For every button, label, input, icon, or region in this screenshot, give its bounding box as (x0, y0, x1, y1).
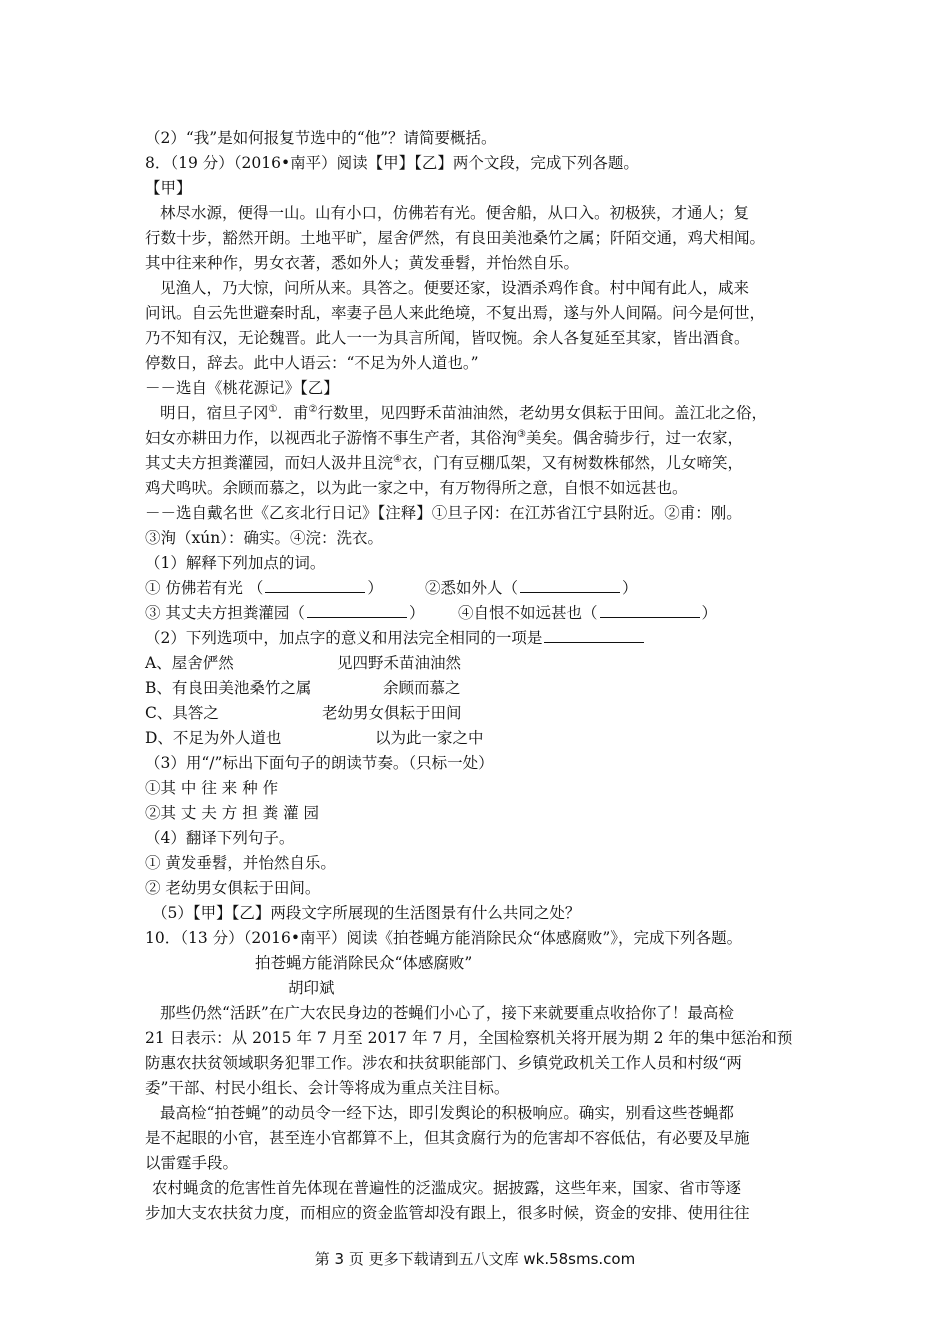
word-item-row (458, 603, 717, 623)
text-span: （2）下列选项中，加点字的意义和用法完全相同的一项是 (145, 629, 543, 647)
answer-blank[interactable] (544, 628, 644, 643)
rhythm-item: ②其 丈 夫 方 担 粪 灌 园 (145, 804, 319, 822)
passage-jia-line: 停数日，辞去。此中人语云：“不足为外人道也。” (145, 354, 479, 372)
subquestion-5: （5）【甲】【乙】两段文字所展现的生活图景有什么共同之处？ (152, 904, 581, 922)
passage-yi-line (145, 428, 743, 448)
paren: ） (701, 604, 718, 622)
paren: ） (408, 604, 425, 622)
text-span: 衣，门有豆棚瓜架，又有树数株郁然，儿女啼笑， (401, 454, 743, 472)
rhythm-item: ①其 中 往 来 种 作 (145, 779, 279, 797)
page-footer: 第 3 页 更多下载请到五八文库 wk.58sms.com (314, 1250, 636, 1268)
source-and-notes: －－选自戴名世《乙亥北行日记》【注释】①旦子冈：在江苏省江宁县附近。②甫：刚。 (145, 504, 742, 522)
article-line: 步加大支农扶贫力度，而相应的资金监管却没有跟上，很多时候，资金的安排、使用往往 (145, 1204, 750, 1222)
option-c-right: 老幼男女俱耘于田间 (322, 704, 462, 722)
article-line: 以雷霆手段。 (145, 1154, 239, 1172)
question-8-heading: 8．（19 分）（2016•南平）阅读【甲】【乙】两个文段，完成下列各题。 (145, 154, 639, 172)
section-jia-label: 【甲】 (145, 179, 192, 197)
answer-blank[interactable] (265, 578, 365, 593)
answer-blank[interactable] (600, 603, 700, 618)
word-item-row (145, 578, 383, 598)
answer-blank[interactable] (520, 578, 620, 593)
passage-jia-line: 行数十步，豁然开朗。土地平旷，屋舍俨然，有良田美池桑竹之属；阡陌交通，鸡犬相闻。 (145, 229, 766, 247)
subquestion-4: （4）翻译下列句子。 (145, 829, 295, 847)
passage-jia-line: 林尽水源，便得一山。山有小口，仿佛若有光。便舍船，从口入。初极狭，才通人；复 (160, 204, 750, 222)
subquestion-3: （3）用“/”标出下面句子的朗读节奏。（只标一处） (145, 754, 494, 772)
answer-blank[interactable] (307, 603, 407, 618)
word-item-row (425, 578, 638, 598)
article-line: 是不起眼的小官，甚至连小官都算不上，但其贪腐行为的危害却不容低估，有必要及早施 (145, 1129, 750, 1147)
question-2-prompt: （2）“我”是如何报复节选中的“他”？请简要概括。 (145, 129, 497, 147)
text-span: 明日，宿旦子冈 (160, 404, 269, 422)
translate-item: ② 老幼男女俱耘于田间。 (145, 879, 321, 897)
passage-yi-line: 鸡犬鸣吠。余顾而慕之，以为此一家之中，有万物得所之意，自恨不如远甚也。 (145, 479, 688, 497)
item-label: ④自恨不如远甚也（ (458, 604, 598, 622)
subquestion-2 (145, 628, 646, 648)
article-line: 防惠农扶贫领域职务犯罪工作。涉农和扶贫职能部门、乡镇党政机关工作人员和村级“两 (145, 1054, 742, 1072)
footnote-marker: ② (308, 403, 318, 415)
footnote-marker: ④ (393, 453, 402, 465)
subquestion-1: （1）解释下列加点的词。 (145, 554, 326, 572)
option-a-left: A、屋舍俨然 (145, 654, 234, 672)
article-title: 拍苍蝇方能消除民众“体感腐败” (255, 954, 473, 972)
option-d-left: D、不足为外人道也 (145, 729, 282, 747)
notes-continued: ③洵（xún）：确实。④浣：洗衣。 (145, 529, 383, 547)
item-label: ②悉如外人（ (425, 579, 519, 597)
footnote-marker: ③ (517, 428, 526, 440)
article-line: 委”干部、村民小组长、会计等将成为重点关注目标。 (145, 1079, 510, 1097)
passage-jia-line: 问讯。自云先世避秦时乱，率妻子邑人来此绝境，不复出焉，遂与外人间隔。问今是何世， (145, 304, 766, 322)
footnote-marker: ① (268, 403, 278, 415)
text-span: 妇女亦耕田力作，以视西北子游惰不事生产者，其俗洵 (145, 429, 518, 447)
article-line: 农村蝇贪的危害性首先体现在普遍性的泛滥成灾。据披露，这些年来，国家、省市等逐 (152, 1179, 742, 1197)
item-label: ① 仿佛若有光 （ (145, 579, 264, 597)
option-b-left: B、有良田美池桑竹之属 (145, 679, 312, 697)
passage-jia-line: 见渔人，乃大惊，问所从来。具答之。便要还家，设酒杀鸡作食。村中闻有此人，咸来 (160, 279, 750, 297)
passage-yi-line (160, 403, 767, 423)
paren: ） (367, 579, 383, 597)
article-line: 21 日表示：从 2015 年 7 月至 2017 年 7 月，全国检察机关将开展为期 2 年的集中惩治和预 (145, 1029, 793, 1047)
option-b-right: 余顾而慕之 (383, 679, 461, 697)
option-a-right: 见四野禾苗油油然 (337, 654, 462, 672)
question-10-heading: 10．（13 分）（2016•南平）阅读《拍苍蝇方能消除民众“体感腐败”》，完成下列各题。 (145, 929, 743, 947)
passage-yi-line (145, 453, 743, 473)
passage-jia-line: 其中往来种作，男女衣著，悉如外人；黄发垂髫，并怡然自乐。 (145, 254, 580, 272)
passage-jia-line: 乃不知有汉，无论魏晋。此人一一为具言所闻，皆叹惋。余人各复延至其家，皆出酒食。 (145, 329, 750, 347)
text-span: ．甫 (277, 404, 309, 422)
article-line: 最高检“拍苍蝇”的动员令一经下达，即引发舆论的积极响应。确实，别看这些苍蝇都 (160, 1104, 734, 1122)
article-author: 胡印斌 (288, 979, 335, 997)
item-label: ③ 其丈夫方担粪灌园（ (145, 604, 305, 622)
paren: ） (622, 579, 638, 597)
article-line: 那些仍然“活跃”在广大农民身边的苍蝇们小心了，接下来就要重点收拾你了！最高检 (160, 1004, 734, 1022)
option-c-left: C、具答之 (145, 704, 219, 722)
source-taohuayuan: －－选自《桃花源记》【乙】 (145, 379, 339, 397)
translate-item: ① 黄发垂髫，并怡然自乐。 (145, 854, 336, 872)
text-span: 其丈夫方担粪灌园，而妇人汲井且浣 (145, 454, 394, 472)
word-item-row (145, 603, 424, 623)
option-d-right: 以为此一家之中 (375, 729, 484, 747)
text-span: 行数里，见四野禾苗油油然，老幼男女俱耘于田间。盖江北之俗， (317, 404, 767, 422)
text-span: 美矣。偶舍骑步行，过一农家， (525, 429, 743, 447)
